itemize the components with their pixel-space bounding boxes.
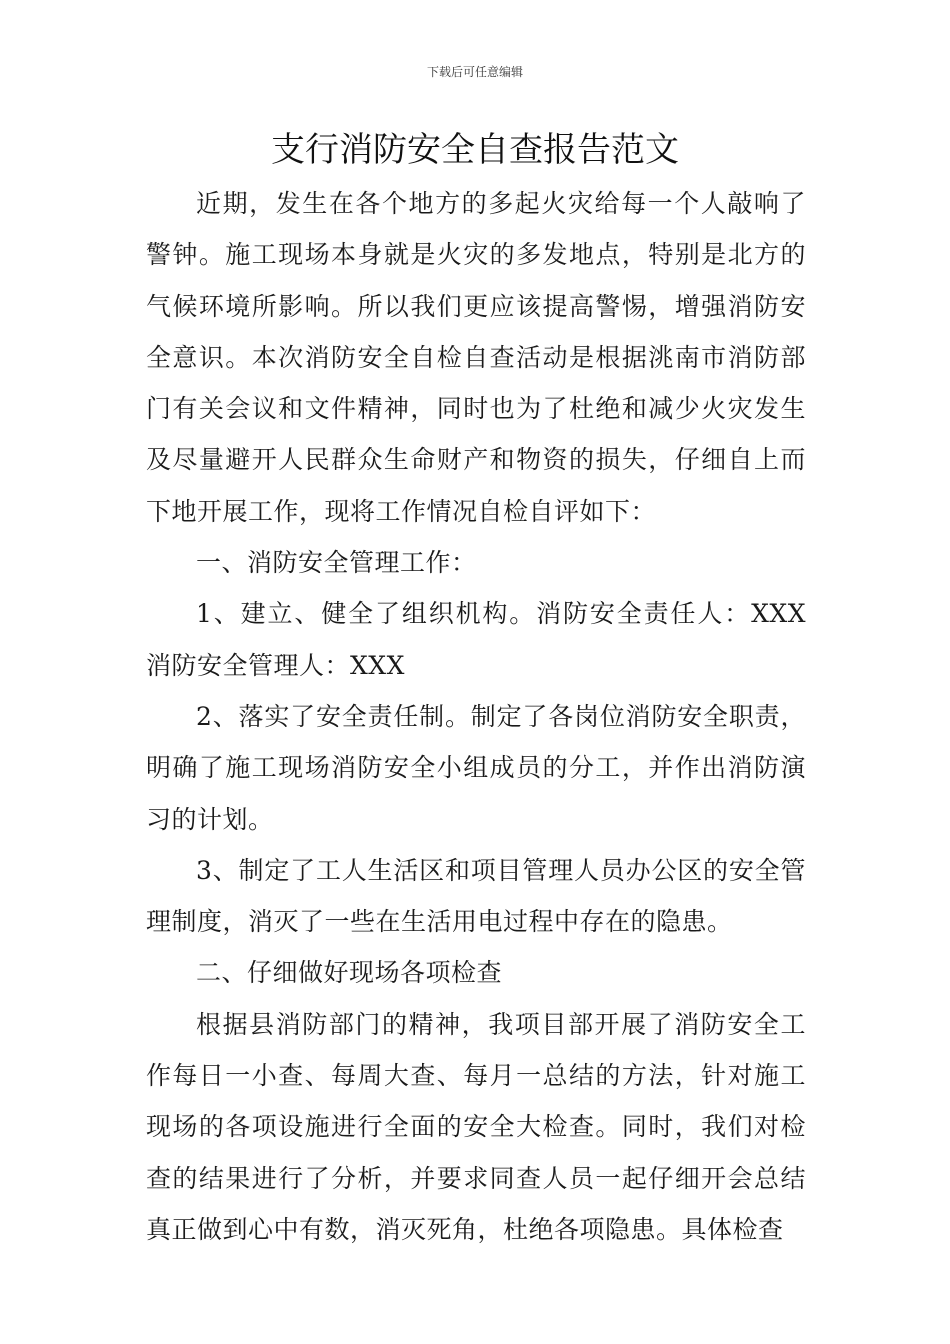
section-heading-2: 二、仔细做好现场各项检查 (196, 958, 503, 988)
document-title: 支行消防安全自查报告范文 (271, 130, 679, 170)
paragraph-item-2: 2、落实了安全责任制。制定了各岗位消防安全职责，明确了施工现场消防安全小组成员的分工，并作出消防演习的计划。 (146, 701, 806, 834)
section-heading-1: 一、消防安全管理工作： (196, 548, 477, 578)
header-note: 下载后可任意编辑 (426, 65, 523, 79)
paragraph-item-3: 3、制定了工人生活区和项目管理人员办公区的安全管理制度，消灭了一些在生活用电过程中存在的隐患。 (146, 855, 806, 937)
document-body (146, 178, 806, 1255)
paragraph-item-1: 1、建立、健全了组织机构。消防安全责任人：XXX 消防安全管理人：XXX (146, 599, 806, 680)
paragraph-intro: 近期，发生在各个地方的多起火灾给每一个人敲响了警钟。施工现场本身就是火灾的多发地点，特别是北方的气候环境所影响。所以我们更应该提高警惕，增强消防安全意识。本次消防安全自检自查活动是根据洮南市消防部门有关会议和文件精神，同时也为了杜绝和减少火灾发生及尽量避开人民群众生命财产和物资的损失，仔细自上而下地开展工作，现将工作情况自检自评如下： (146, 189, 806, 526)
paragraph-inspection: 根据县消防部门的精神，我项目部开展了消防安全工作每日一小查、每周大查、每月一总结的方法，针对施工现场的各项设施进行全面的安全大检查。同时，我们对检查的结果进行了分析，并要求同查人员一起仔细开会总结真正做到心中有数，消灭死角，杜绝各项隐患。具体检查 (146, 1009, 806, 1244)
